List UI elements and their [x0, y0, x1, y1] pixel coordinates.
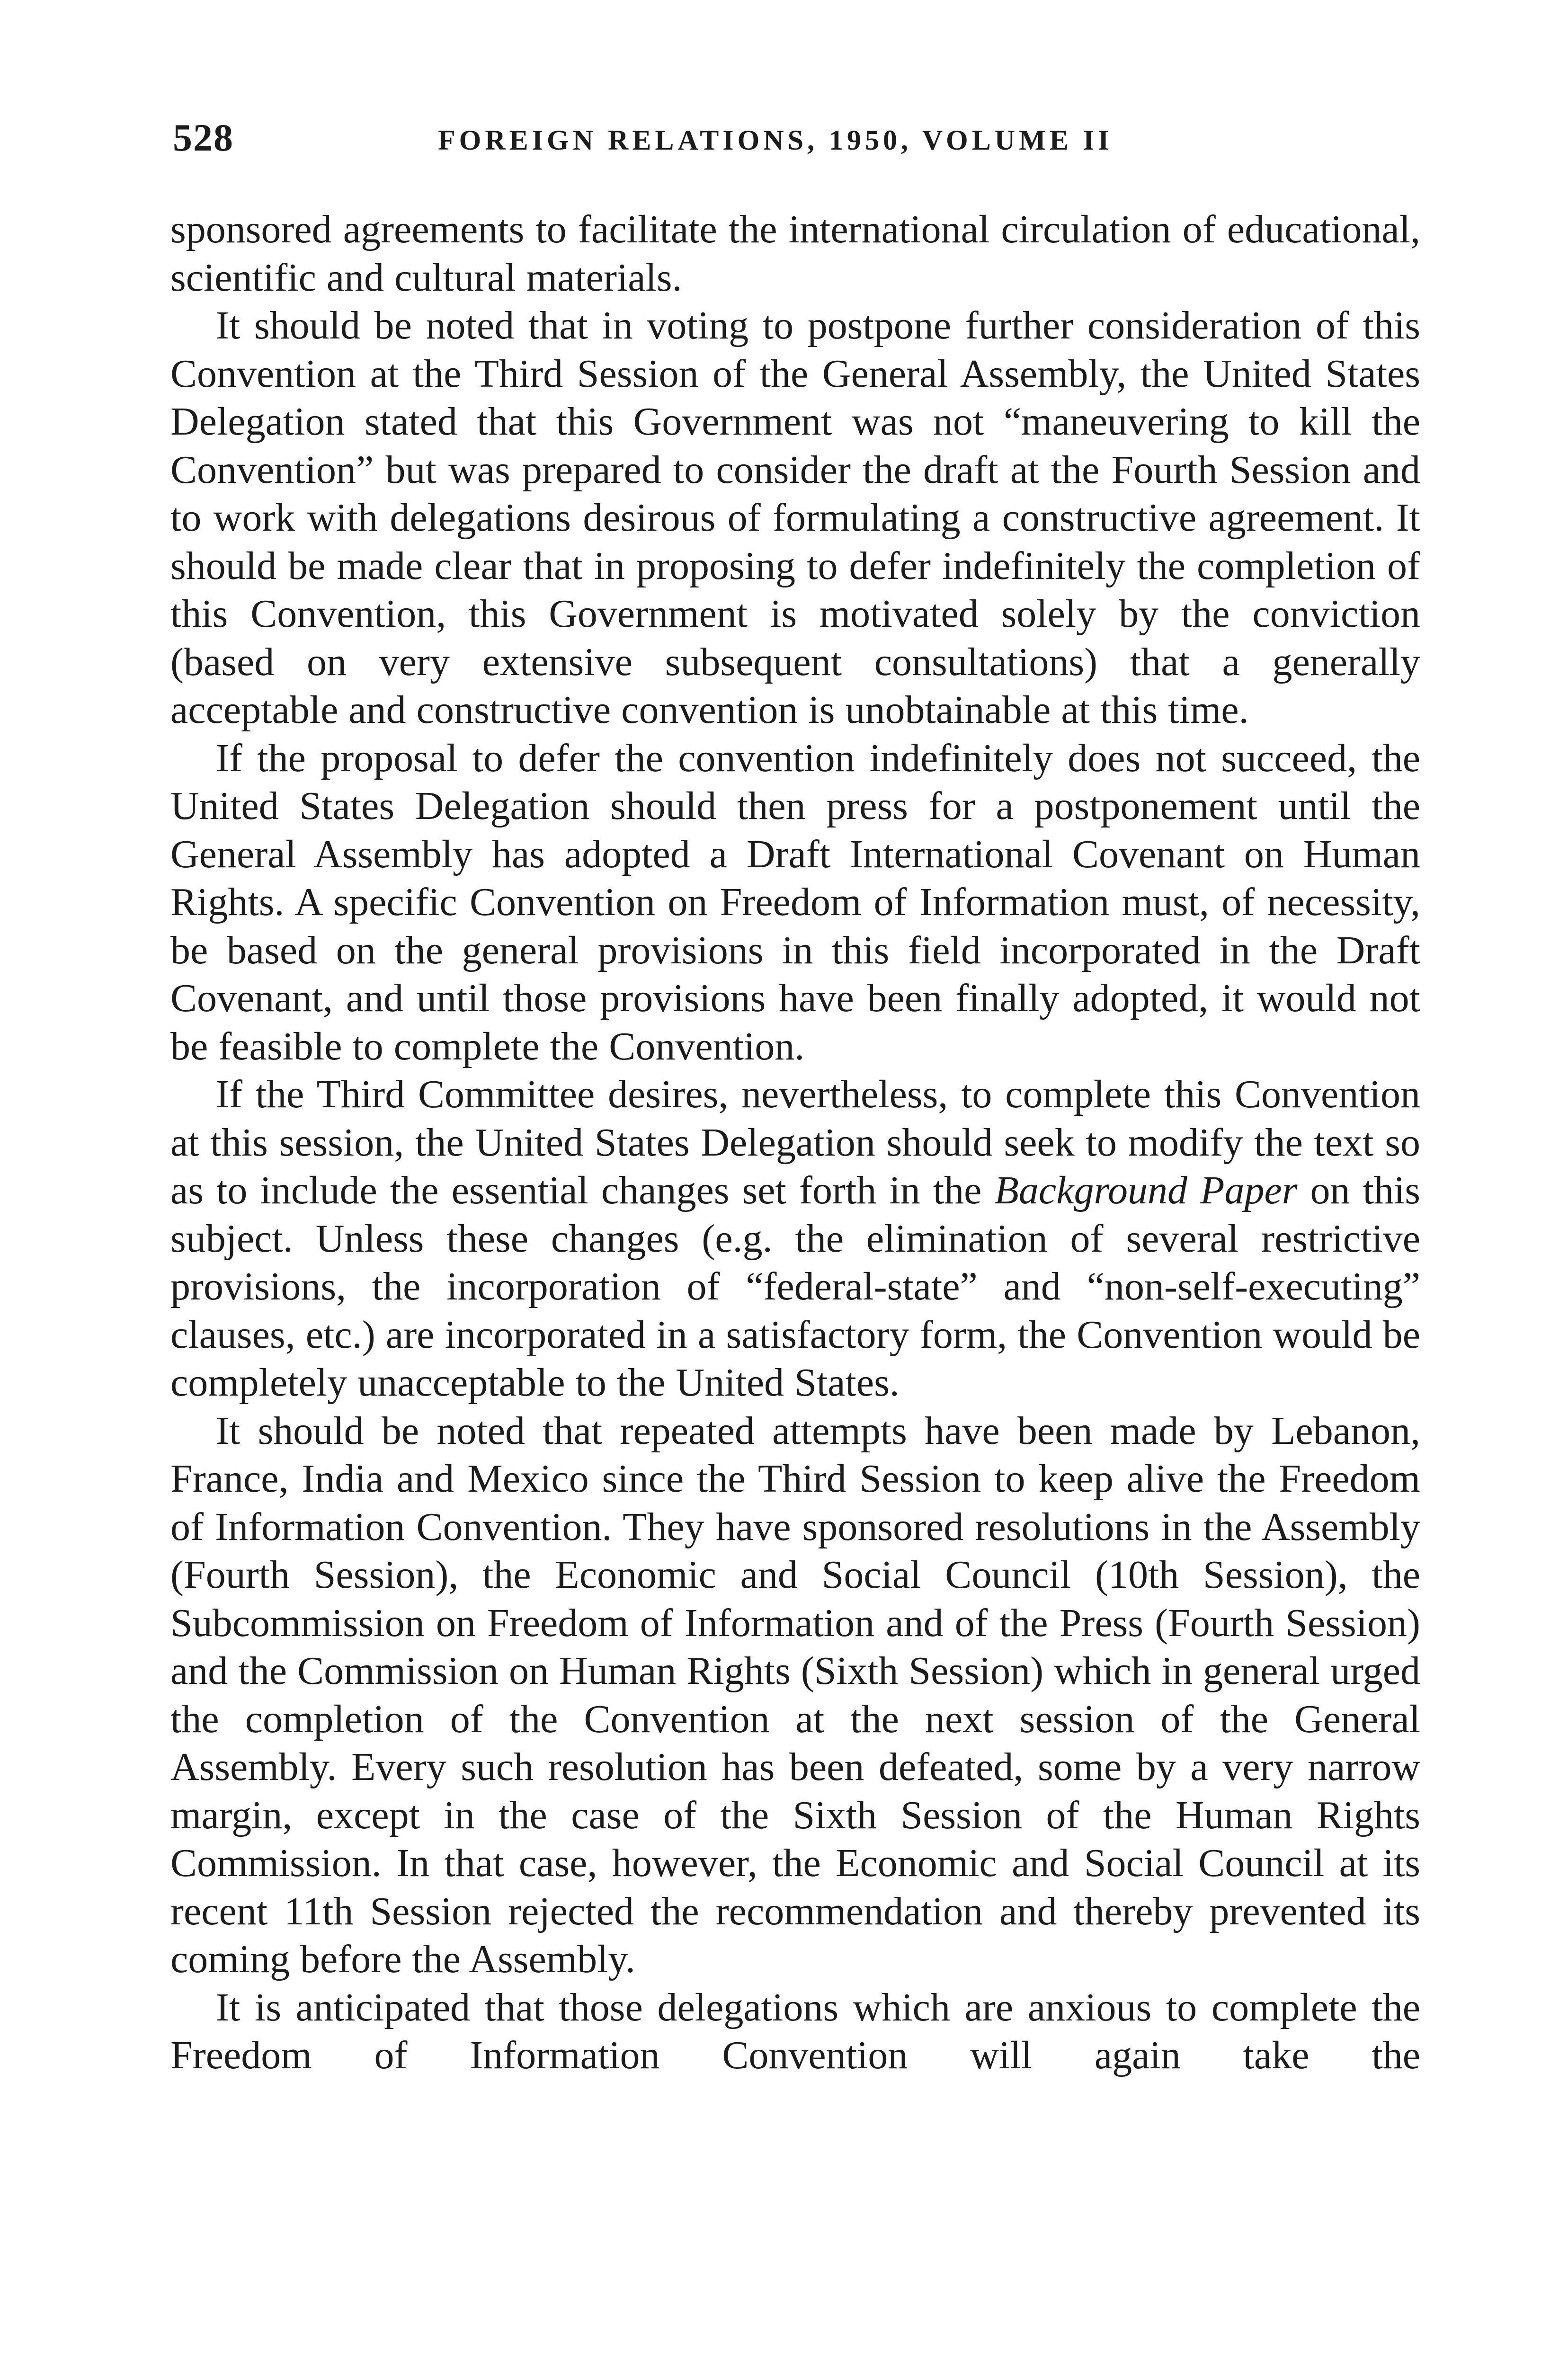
running-title: FOREIGN RELATIONS, 1950, VOLUME II: [438, 125, 1113, 156]
paragraph-third-committee: [170, 1070, 1420, 1407]
paragraph-anticipated: It is anticipated that those delegations which are anxious to complete the Freedom of Information Convention will again take the: [170, 1985, 1420, 2077]
paragraph-text-segment: on this subject. Unless these changes (e.g. the elimination of several restrictive provisions, the incorporation of “federal-state” and “non-self-executing” clauses, etc.) are incorporated in a satisfactory form, the Convention would be completely unacceptable to the United States.: [170, 1168, 1420, 1405]
paragraph-repeated-attempts: It should be noted that repeated attempts have been made by Lebanon, France, India and Mexico since the Third Session to keep alive the Freedom of Information Convention. They have sponsored resolutions in the Assembly (Fourth Session), the Economic and Social Council (10th Session), the Subcommission on Freedom of Information and of the Press (Fourth Session) and the Commission on Human Rights (Sixth Session) which in general urged the completion of the Convention at the next session of the General Assembly. Every such resolution has been defeated, some by a very narrow margin, except in the case of the Sixth Session of the Human Rights Commission. In that case, however, the Economic and Social Council at its recent 11th Session rejected the recommendation and thereby prevented its coming before the Assembly.: [170, 1408, 1420, 1981]
running-head: [173, 112, 1423, 164]
paragraph-continuation: sponsored agreements to facilitate the international circulation of educational, scientific and cultural materials.: [170, 207, 1420, 300]
paragraph-postponement-note: It should be noted that in voting to postpone further consideration of this Convention at the Third Session of the General Assembly, the United States Delegation stated that this Government was not “maneuvering to kill the Convention” but was prepared to consider the draft at the Fourth Session and to work with delegations desirous of formulating a constructive agreement. It should be made clear that in proposing to defer indefinitely the completion of this Convention, this Government is motivated solely by the conviction (based on very extensive subsequent consultations) that a generally acceptable and constructive convention is unobtainable at this time.: [170, 303, 1420, 732]
body-text: [170, 205, 1420, 2080]
background-paper-title: Background Paper: [994, 1168, 1298, 1212]
page-number: 528: [173, 116, 234, 159]
paragraph-defer-proposal: If the proposal to defer the convention indefinitely does not succeed, the United States Delegation should then press for a postponement until the General Assembly has adopted a Draft International Covenant on Human Rights. A specific Convention on Freedom of Information must, of necessity, be based on the general provisions in this field incorporated in the Draft Covenant, and until those provisions have been finally adopted, it would not be feasible to complete the Convention.: [170, 736, 1420, 1068]
paragraph-text-segment: If the Third Committee desires, nevertheless, to complete this Convention at this session, the United States Delegation should seek to modify the text so as to include the essential changes set forth in the: [170, 1072, 1420, 1212]
